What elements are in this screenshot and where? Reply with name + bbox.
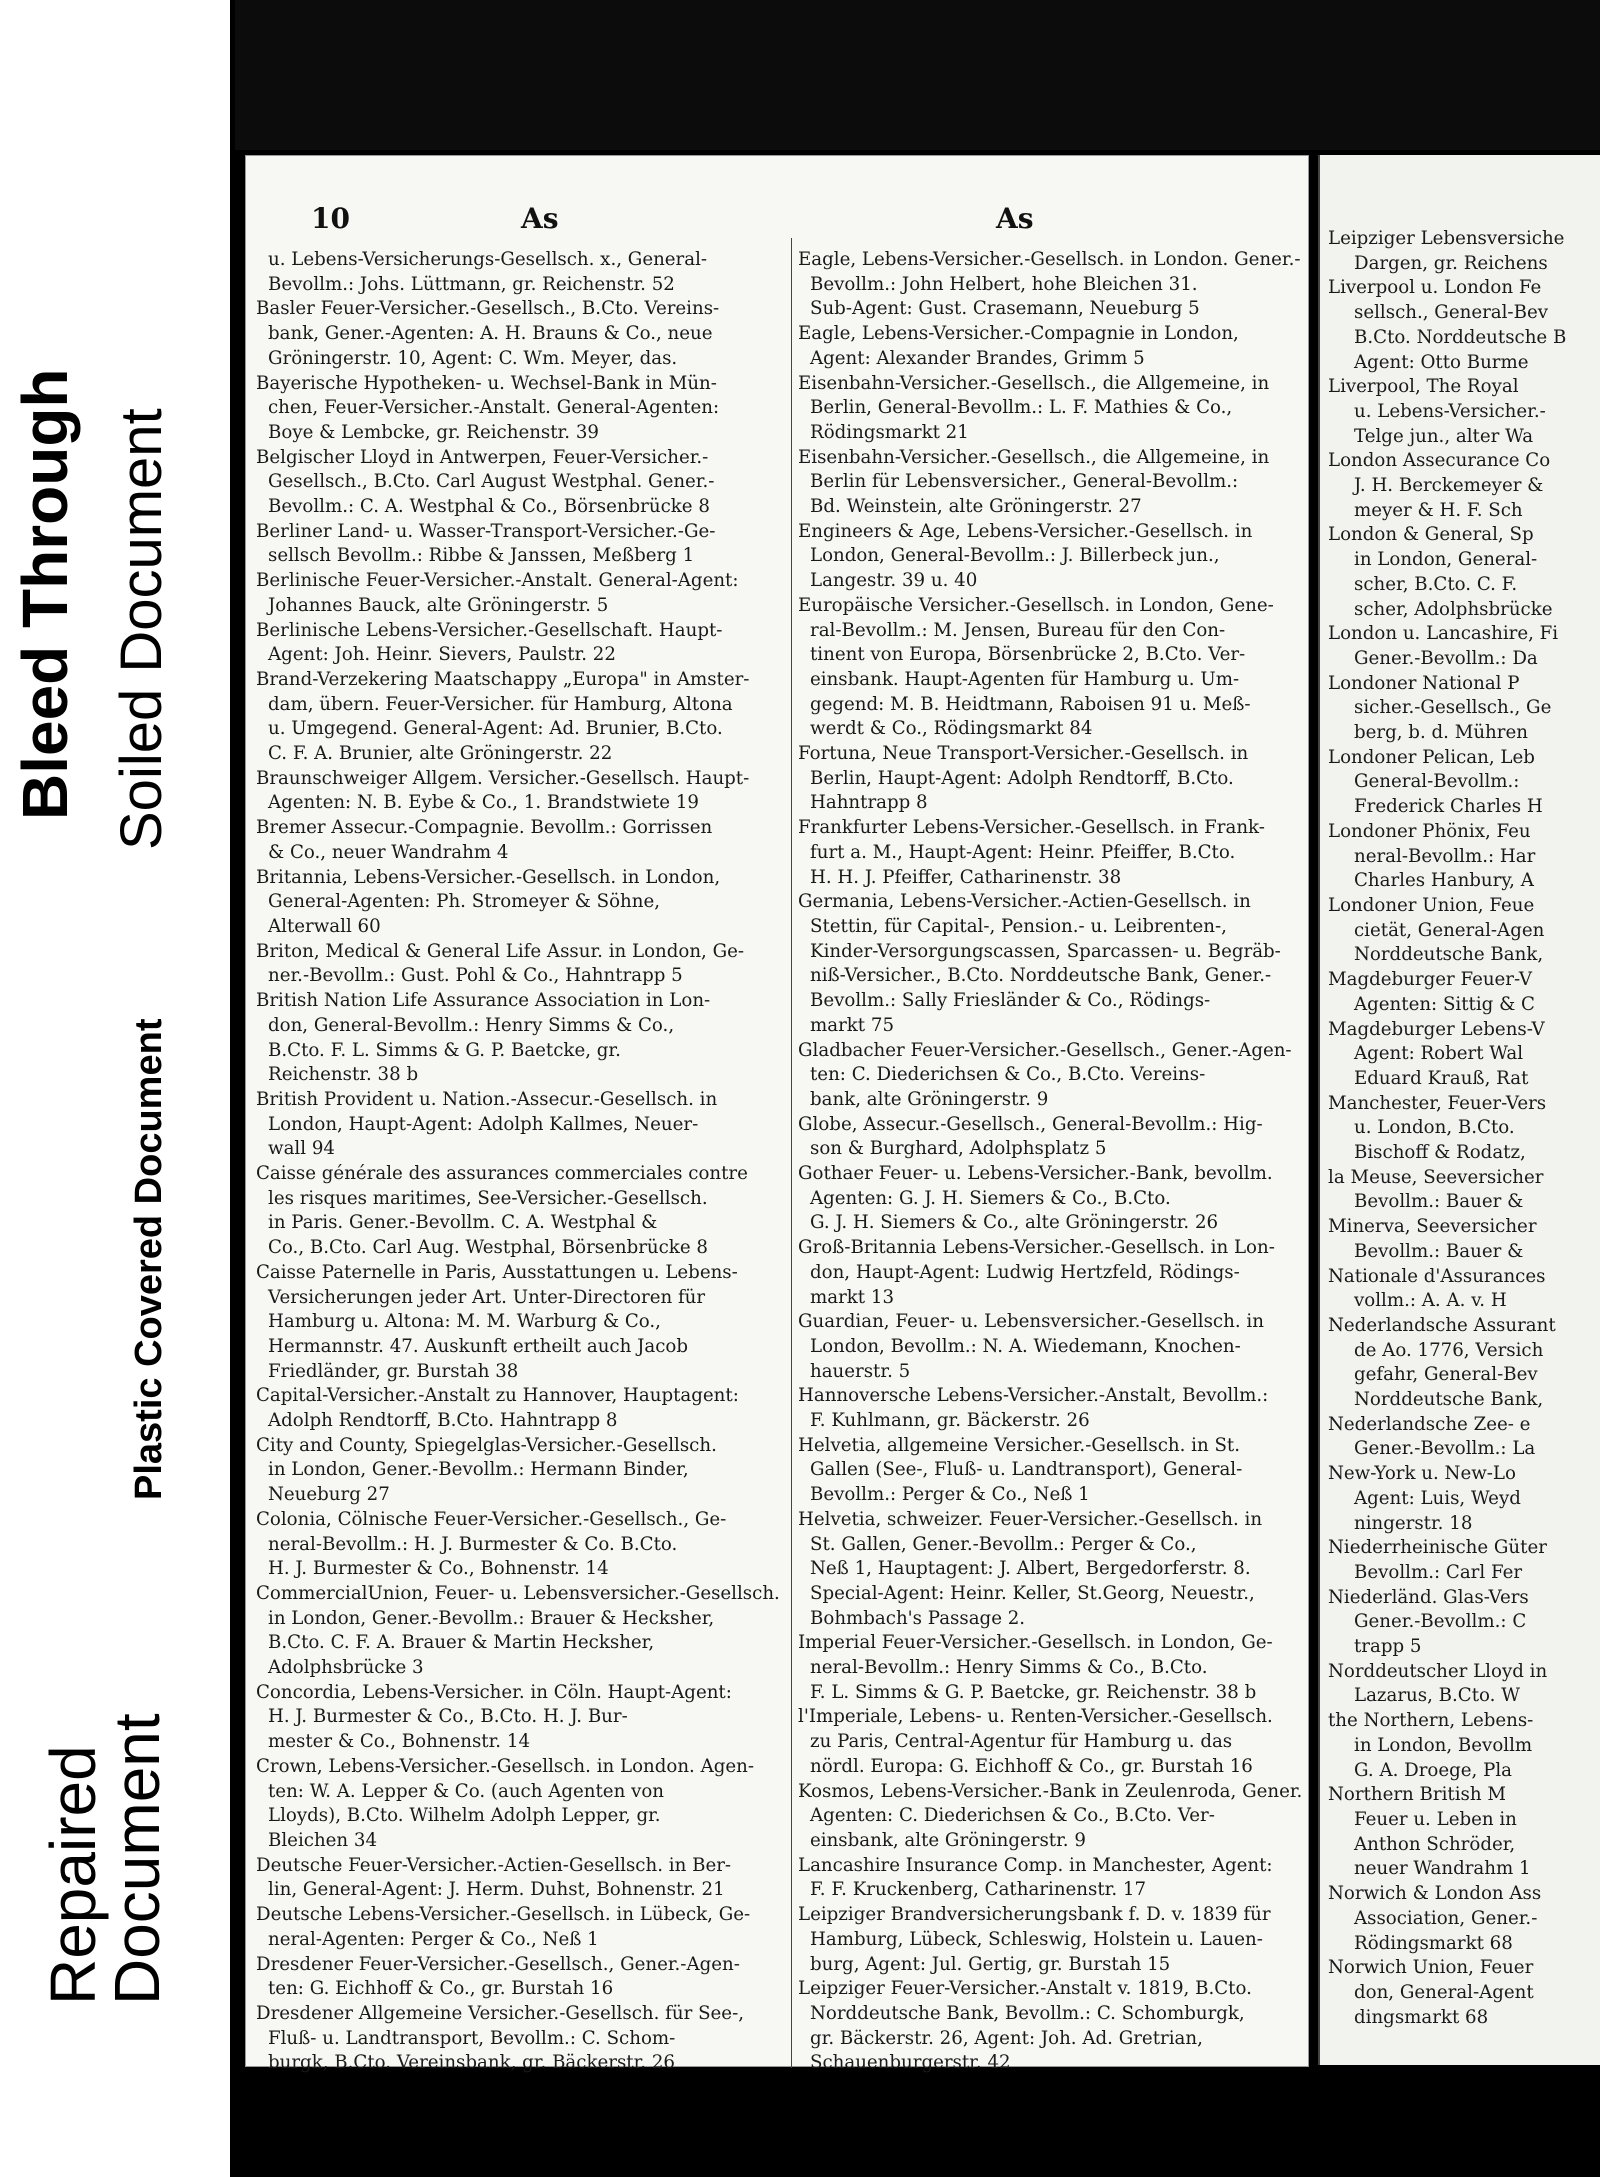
text-line: General-Agenten: Ph. Stromeyer & Söhne, (268, 891, 661, 913)
text-line: einsbank, alte Gröningerstr. 9 (810, 1830, 1086, 1851)
text-line: Leipziger Lebensversiche (1328, 228, 1565, 249)
text-line: sellsch., General-Bev (1354, 302, 1548, 324)
text-line: Gröningerstr. 10, Agent: C. Wm. Meyer, das. (268, 347, 678, 369)
text-line: nördl. Europa: G. Eichhoff & Co., gr. Burstah 16 (810, 1755, 1253, 1777)
text-line: Bevollm.: C. A. Westphal & Co., Börsenbrücke 8 (268, 496, 710, 518)
text-line: Magdeburger Lebens-V (1328, 1018, 1545, 1040)
text-line: in London, General- (1354, 549, 1538, 571)
document-page (245, 155, 1309, 2074)
text-line: Liverpool u. London Fe (1328, 277, 1542, 299)
text-line: Agenten: G. J. H. Siemers & Co., B.Cto. (810, 1187, 1171, 1209)
text-line: Berlin für Lebensversicher., General-Bevollm.: (810, 471, 1239, 493)
text-line: einsbank. Haupt-Agenten für Hamburg u. Um- (810, 668, 1240, 690)
text-line: General-Bevollm.: (1354, 771, 1520, 793)
text-line: chen, Feuer-Versicher.-Anstalt. General-Agenten: (268, 397, 720, 419)
text-line: Eduard Krauß, Rat (1354, 1067, 1529, 1089)
text-line: Eagle, Lebens-Versicher.-Gesellsch. in London. Gener.- (798, 249, 1301, 270)
text-line: Capital-Versicher.-Anstalt zu Hannover, Hauptagent: (256, 1385, 739, 1407)
text-line: u. London, B.Cto. (1354, 1117, 1515, 1139)
text-line: Brand-Verzekering Maatschappy „Europa" in Amster- (256, 668, 750, 690)
text-line: Agent: Joh. Heinr. Sievers, Paulstr. 22 (268, 644, 616, 666)
text-line: Hermannstr. 47. Auskunft ertheilt auch Jacob (268, 1335, 689, 1357)
text-line: Bevollm.: Bauer & (1354, 1240, 1524, 1262)
text-line: Berlin, Haupt-Agent: Adolph Rendtorff, B.Cto. (810, 767, 1234, 789)
text-line: bank, alte Gröningerstr. 9 (810, 1088, 1049, 1110)
text-line: Europäische Versicher.-Gesellsch. in London, Gene- (798, 594, 1274, 616)
text-line: ral-Bevollm.: M. Jensen, Bureau für den Con- (810, 619, 1226, 641)
text-line: Colonia, Cölnische Feuer-Versicher.-Gesellsch., Ge- (256, 1508, 727, 1530)
text-line: Dresdener Feuer-Versicher.-Gesellsch., Gener.-Agen- (256, 1953, 740, 1975)
text-line: British Nation Life Assurance Association in Lon- (256, 990, 711, 1012)
page-number: 10 (311, 202, 350, 235)
text-line: London u. Lancashire, Fi (1328, 623, 1559, 645)
text-line: tinent von Europa, Börsenbrücke 2, B.Cto. Ver- (810, 644, 1246, 666)
text-line: Telge jun., alter Wa (1354, 425, 1534, 447)
text-line: Helvetia, allgemeine Versicher.-Gesellsch. in St. (798, 1434, 1241, 1456)
text-line: Norddeutsche Bank, (1354, 944, 1544, 966)
text-line: Deutsche Feuer-Versicher.-Actien-Gesellsch. in Ber- (256, 1854, 732, 1876)
text-line: burg, Agent: Jul. Gertig, gr. Burstah 15 (810, 1953, 1171, 1975)
text-line: vollm.: A. A. v. H (1354, 1290, 1507, 1312)
text-line: Langestr. 39 u. 40 (810, 570, 978, 592)
text-line: burgk, B.Cto. Vereinsbank, gr. Bäckerstr. 26 (268, 2052, 675, 2074)
text-line: Kosmos, Lebens-Versicher.-Bank in Zeulenroda, Gener. (798, 1780, 1303, 1802)
text-line: Briton, Medical & General Life Assur. in London, Ge- (256, 940, 745, 962)
text-line: mester & Co., Bohnenstr. 14 (268, 1731, 531, 1753)
text-line: Bevollm.: Sally Friesländer & Co., Rödings- (810, 990, 1211, 1012)
text-line: cietät, General-Agen (1354, 919, 1545, 941)
background-fold (235, 0, 1600, 150)
text-line: Nederlandsche Zee- e (1328, 1413, 1531, 1435)
text-line: Stettin, für Capital-, Pension.- u. Leibrenten-, (810, 915, 1227, 937)
text-line: sicher.-Gesellsch., Ge (1354, 697, 1552, 719)
text-line: Lloyds), B.Cto. Wilhelm Adolph Lepper, gr. (268, 1805, 661, 1827)
text-line: Agent: Robert Wal (1354, 1043, 1524, 1065)
text-line: Berlinische Feuer-Versicher.-Anstalt. General-Agent: (256, 570, 739, 592)
text-line: Hahntrapp 8 (810, 792, 928, 814)
text-line: Bd. Weinstein, alte Gröningerstr. 27 (810, 496, 1142, 518)
text-line: Niederländ. Glas-Vers (1328, 1586, 1529, 1608)
text-line: ten: W. A. Lepper & Co. (auch Agenten von (268, 1780, 665, 1802)
text-line: Globe, Assecur.-Gesellsch., General-Bevollm.: Hig- (798, 1113, 1263, 1135)
text-line: Bischoff & Rodatz, (1354, 1142, 1526, 1164)
text-line: trapp 5 (1354, 1636, 1422, 1658)
text-line: ten: G. Eichhoff & Co., gr. Burstah 16 (268, 1978, 614, 2000)
text-line: F. F. Kruckenberg, Catharinenstr. 17 (810, 1879, 1147, 1901)
text-line: Dresdener Allgemeine Versicher.-Gesellsch. für See-, (256, 2002, 744, 2024)
text-line: Alterwall 60 (268, 915, 381, 937)
text-line: wall 94 (268, 1138, 335, 1160)
text-line: City and County, Spiegelglas-Versicher.-Gesellsch. (256, 1434, 717, 1456)
text-line: Crown, Lebens-Versicher.-Gesellsch. in London. Agen- (256, 1755, 755, 1777)
text-line: Kinder-Versorgungscassen, Sparcassen- u. Begräb- (810, 940, 1281, 962)
text-line: Deutsche Lebens-Versicher.-Gesellsch. in Lübeck, Ge- (256, 1904, 751, 1926)
text-line: B.Cto. Norddeutsche B (1354, 326, 1567, 348)
text-line: Charles Hanbury, A (1354, 870, 1534, 892)
text-line: New-York u. New-Lo (1328, 1463, 1516, 1485)
text-line: & Co., neuer Wandrahm 4 (268, 841, 509, 863)
text-line: u. Lebens-Versicher.- (1354, 400, 1546, 422)
text-line: bank, Gener.-Agenten: A. H. Brauns & Co., neue (268, 323, 713, 345)
text-line: Eisenbahn-Versicher.-Gesellsch., die Allgemeine, in (798, 446, 1270, 468)
text-line: Liverpool, The Royal (1328, 376, 1519, 398)
text-line: la Meuse, Seeversicher (1328, 1166, 1544, 1188)
text-line: Agenten: N. B. Eybe & Co., 1. Brandstwiete 19 (268, 792, 699, 814)
text-line: ner.-Bevollm.: Gust. Pohl & Co., Hahntrapp 5 (268, 965, 683, 987)
text-line: neuer Wandrahm 1 (1354, 1858, 1531, 1880)
text-line: G. A. Droege, Pla (1354, 1759, 1512, 1781)
text-line: gefahr, General-Bev (1354, 1364, 1538, 1386)
text-line: don, General-Agent (1354, 1981, 1534, 2003)
text-line: Rödingsmarkt 68 (1354, 1932, 1513, 1954)
text-line: H. J. Burmester & Co., B.Cto. H. J. Bur- (268, 1706, 628, 1728)
text-line: Norwich Union, Feuer (1328, 1957, 1534, 1979)
text-line: berg, b. d. Mühren (1354, 722, 1528, 744)
text-line: Bevollm.: Perger & Co., Neß 1 (810, 1484, 1090, 1506)
label-repaired-document: Document (101, 1713, 173, 2005)
text-line: Agent: Otto Burme (1354, 351, 1529, 373)
text-line: Friedländer, gr. Burstah 38 (268, 1360, 519, 1382)
text-line: sellsch Bevollm.: Ribbe & Janssen, Meßberg 1 (268, 545, 695, 567)
text-line: Leipziger Brandversicherungsbank f. D. v. 1839 für (798, 1904, 1271, 1926)
text-line: H. H. J. Pfeiffer, Catharinenstr. 38 (810, 866, 1122, 888)
text-line: Fortuna, Neue Transport-Versicher.-Gesellsch. in (798, 743, 1249, 765)
text-line: scher, Adolphsbrücke (1354, 598, 1553, 620)
text-line: don, General-Bevollm.: Henry Simms & Co., (268, 1014, 675, 1036)
text-line: dam, übern. Feuer-Versicher. für Hamburg, Altona (268, 693, 733, 715)
text-line: Adolph Rendtorff, B.Cto. Hahntrapp 8 (268, 1410, 618, 1432)
text-line: Gesellsch., B.Cto. Carl August Westphal. Gener.- (268, 471, 715, 493)
text-line: Nederlandsche Assurant (1328, 1314, 1556, 1336)
text-line: Sub-Agent: Gust. Crasemann, Neueburg 5 (810, 298, 1200, 320)
text-line: Neueburg 27 (268, 1484, 390, 1506)
text-line: Londoner National P (1328, 672, 1520, 694)
text-line: Bremer Assecur.-Compagnie. Bevollm.: Gorrissen (256, 817, 713, 839)
text-line: u. Lebens-Versicherungs-Gesellsch. x., General- (268, 249, 708, 270)
text-line: Fluß- u. Landtransport, Bevollm.: C. Schom- (268, 2027, 676, 2049)
text-line: Bleichen 34 (268, 1830, 378, 1851)
text-line: Gener.-Bevollm.: C (1354, 1611, 1527, 1633)
text-line: Gladbacher Feuer-Versicher.-Gesellsch., Gener.-Agen- (798, 1039, 1292, 1061)
text-line: furt a. M., Haupt-Agent: Heinr. Pfeiffer, B.Cto. (810, 841, 1236, 863)
text-line: Basler Feuer-Versicher.-Gesellsch., B.Cto. Vereins- (256, 298, 720, 320)
text-line: u. Umgegend. General-Agent: Ad. Brunier, B.Cto. (268, 718, 723, 740)
text-line: Rödingsmarkt 21 (810, 421, 969, 443)
text-line: Boye & Lembcke, gr. Reichenstr. 39 (268, 421, 599, 443)
header-right: As (996, 202, 1034, 235)
text-line: Schauenburgerstr. 42 (810, 2052, 1011, 2074)
text-line: Magdeburger Feuer-V (1328, 969, 1532, 991)
text-line: Bohmbach's Passage 2. (810, 1607, 1026, 1629)
text-line: Feuer u. Leben in (1354, 1809, 1517, 1830)
text-line: Manchester, Feuer-Vers (1328, 1092, 1547, 1114)
text-line: F. L. Simms & G. P. Baetcke, gr. Reichenstr. 38 b (810, 1681, 1257, 1703)
text-line: Minerva, Seeversicher (1328, 1216, 1537, 1238)
column-left (256, 248, 784, 2076)
column-right-fragment (1328, 227, 1566, 2030)
text-line: British Provident u. Nation.-Assecur.-Gesellsch. in (256, 1088, 718, 1110)
text-line: Leipziger Feuer-Versicher.-Anstalt v. 1819, B.Cto. (798, 1978, 1252, 2000)
text-line: neral-Agenten: Perger & Co., Neß 1 (268, 1928, 599, 1950)
text-line: Association, Gener.- (1354, 1907, 1538, 1929)
text-line: in London, Bevollm (1354, 1734, 1533, 1756)
text-line: Caisse Paternelle in Paris, Ausstattungen u. Lebens- (256, 1261, 738, 1283)
text-line: Hannoversche Lebens-Versicher.-Anstalt, Bevollm.: (798, 1385, 1269, 1407)
text-line: Belgischer Lloyd in Antwerpen, Feuer-Versicher.- (256, 446, 709, 468)
text-line: Germania, Lebens-Versicher.-Actien-Gesellsch. in (798, 891, 1251, 913)
text-line: F. Kuhlmann, gr. Bäckerstr. 26 (810, 1410, 1090, 1432)
text-line: Nationale d'Assurances (1328, 1265, 1546, 1287)
text-line: Imperial Feuer-Versicher.-Gesellsch. in London, Ge- (798, 1632, 1273, 1654)
text-line: B.Cto. C. F. A. Brauer & Martin Hecksher, (268, 1632, 655, 1654)
text-line: London Assecurance Co (1328, 450, 1551, 472)
text-line: Northern British M (1328, 1784, 1506, 1806)
text-line: hauerstr. 5 (810, 1360, 911, 1382)
text-line: Adolphsbrücke 3 (268, 1657, 424, 1679)
text-line: Bevollm.: Johs. Lüttmann, gr. Reichenstr. 52 (268, 273, 675, 295)
text-line: niß-Versicher., B.Cto. Norddeutsche Bank, Gener.- (810, 965, 1272, 987)
text-line: Bayerische Hypotheken- u. Wechsel-Bank in Mün- (256, 372, 717, 394)
text-line: Lancashire Insurance Comp. in Manchester, Agent: (798, 1854, 1273, 1876)
text-line: Anthon Schröder, (1354, 1833, 1516, 1855)
text-line: Hamburg, Lübeck, Schleswig, Holstein u. Lauen- (810, 1928, 1263, 1950)
text-line: Braunschweiger Allgem. Versicher.-Gesellsch. Haupt- (256, 767, 750, 789)
text-line: neral-Bevollm.: H. J. Burmester & Co. B.Cto. (268, 1533, 678, 1555)
text-line: gegend: M. B. Heidtmann, Raboisen 91 u. Meß- (810, 693, 1251, 715)
text-line: St. Gallen, Gener.-Bevollm.: Perger & Co., (810, 1533, 1197, 1555)
text-line: Agent: Luis, Weyd (1354, 1487, 1521, 1509)
text-line: les risques maritimes, See-Versicher.-Gesellsch. (268, 1187, 708, 1209)
text-line: dingsmarkt 68 (1354, 2006, 1489, 2028)
text-line: C. F. A. Brunier, alte Gröningerstr. 22 (268, 743, 613, 765)
text-line: Berlin, General-Bevollm.: L. F. Mathies & Co., (810, 397, 1233, 419)
text-line: markt 13 (810, 1286, 895, 1308)
text-line: neral-Bevollm.: Har (1354, 845, 1536, 867)
text-line: Caisse générale des assurances commerciales contre (256, 1163, 748, 1185)
text-line: Johannes Bauck, alte Gröningerstr. 5 (268, 594, 609, 616)
text-line: Gener.-Bevollm.: Da (1354, 647, 1538, 669)
text-line: Niederrheinische Güter (1328, 1537, 1547, 1559)
text-line: l'Imperiale, Lebens- u. Renten-Versicher.-Gesellsch. (798, 1706, 1273, 1728)
text-line: Helvetia, schweizer. Feuer-Versicher.-Gesellsch. in (798, 1508, 1263, 1530)
text-line: Berliner Land- u. Wasser-Transport-Versicher.-Ge- (256, 520, 716, 542)
text-line: Engineers & Age, Lebens-Versicher.-Gesellsch. in (798, 520, 1253, 542)
text-line: J. H. Berckemeyer & (1354, 475, 1544, 497)
text-line: werdt & Co., Rödingsmarkt 84 (810, 718, 1093, 740)
text-line: meyer & H. F. Sch (1354, 499, 1523, 521)
text-line: Hamburg u. Altona: M. M. Warburg & Co., (268, 1311, 661, 1333)
text-line: Berlinische Lebens-Versicher.-Gesellschaft. Haupt- (256, 619, 723, 641)
label-plastic-covered-document: Plastic Covered Document (128, 1018, 170, 1500)
text-line: in Paris. Gener.-Bevollm. C. A. Westphal & (268, 1212, 658, 1234)
text-line: scher, B.Cto. C. F. (1354, 573, 1518, 595)
text-line: Versicherungen jeder Art. Unter-Directoren für (268, 1286, 706, 1308)
text-line: Bevollm.: John Helbert, hohe Bleichen 31. (810, 273, 1198, 295)
text-line: the Northern, Lebens- (1328, 1710, 1534, 1732)
text-line: zu Paris, Central-Agentur für Hamburg u. das (810, 1731, 1233, 1753)
text-line: markt 75 (810, 1014, 895, 1036)
text-line: Londoner Union, Feue (1328, 894, 1535, 916)
text-line: Eisenbahn-Versicher.-Gesellsch., die Allgemeine, in (798, 372, 1270, 394)
text-line: ningerstr. 18 (1354, 1512, 1473, 1534)
header-left: As (521, 202, 559, 235)
text-line: Londoner Phönix, Feu (1328, 820, 1531, 842)
text-line: de Ao. 1776, Versich (1354, 1339, 1544, 1361)
text-line: Frankfurter Lebens-Versicher.-Gesellsch. in Frank- (798, 817, 1265, 839)
text-line: H. J. Burmester & Co., Bohnenstr. 14 (268, 1558, 609, 1580)
text-line: Londoner Pelican, Leb (1328, 746, 1535, 768)
text-line: London, General-Bevollm.: J. Billerbeck jun., (810, 545, 1220, 567)
text-line: Dargen, gr. Reichens (1354, 252, 1548, 274)
text-line: Gallen (See-, Fluß- u. Landtransport), General- (810, 1459, 1243, 1481)
text-line: Eagle, Lebens-Versicher.-Compagnie in London, (798, 323, 1239, 345)
text-line: son & Burghard, Adolphsplatz 5 (810, 1138, 1107, 1160)
text-line: Guardian, Feuer- u. Lebensversicher.-Gesellsch. in (798, 1311, 1264, 1333)
text-line: Britannia, Lebens-Versicher.-Gesellsch. in London, (256, 866, 721, 888)
text-line: Lazarus, B.Cto. W (1354, 1685, 1520, 1707)
text-line: Gothaer Feuer- u. Lebens-Versicher.-Bank, bevollm. (798, 1163, 1273, 1185)
text-line: London, Bevollm.: N. A. Wiedemann, Knochen- (810, 1335, 1241, 1357)
text-line: Norwich & London Ass (1328, 1883, 1542, 1905)
text-line: G. J. H. Siemers & Co., alte Gröningerstr. 26 (810, 1212, 1219, 1234)
label-bleed-through: Bleed Through (9, 368, 81, 820)
text-line: Co., B.Cto. Carl Aug. Westphal, Börsenbrücke 8 (268, 1237, 708, 1259)
text-line: Norddeutsche Bank, Bevollm.: C. Schomburgk, (810, 2002, 1245, 2024)
next-page-fragment (1318, 155, 1600, 2065)
column-middle (798, 248, 1303, 2076)
text-line: Agenten: C. Diederichsen & Co., B.Cto. Ver- (810, 1805, 1215, 1827)
text-line: Groß-Britannia Lebens-Versicher.-Gesellsch. in Lon- (798, 1237, 1275, 1259)
text-line: Reichenstr. 38 b (268, 1064, 419, 1086)
text-line: Frederick Charles H (1354, 796, 1543, 818)
text-line: Bevollm.: Carl Fer (1354, 1561, 1523, 1583)
label-soiled-document: Soiled Document (109, 408, 174, 850)
text-line: neral-Bevollm.: Henry Simms & Co., B.Cto. (810, 1657, 1208, 1679)
text-line: Special-Agent: Heinr. Keller, St.Georg, Neuestr., (810, 1582, 1255, 1604)
text-line: Agenten: Sittig & C (1354, 993, 1535, 1015)
text-line: Norddeutscher Lloyd in (1328, 1660, 1548, 1682)
text-line: in London, Gener.-Bevollm.: Hermann Binder, (268, 1459, 689, 1481)
text-line: Neß 1, Hauptagent: J. Albert, Bergedorferstr. 8. (810, 1558, 1251, 1580)
text-line: ten: C. Diederichsen & Co., B.Cto. Vereins- (810, 1064, 1206, 1086)
text-line: London, Haupt-Agent: Adolph Kallmes, Neuer- (268, 1113, 699, 1135)
text-line: Concordia, Lebens-Versicher. in Cöln. Haupt-Agent: (256, 1681, 732, 1703)
text-line: Bevollm.: Bauer & (1354, 1191, 1524, 1213)
text-line: B.Cto. F. L. Simms & G. P. Baetcke, gr. (268, 1039, 621, 1061)
text-line: Gener.-Bevollm.: La (1354, 1438, 1536, 1460)
label-repaired: Repaired (37, 1745, 109, 2005)
text-line: London & General, Sp (1328, 524, 1534, 546)
text-line: gr. Bäckerstr. 26, Agent: Joh. Ad. Gretrian, (810, 2027, 1203, 2049)
text-line: CommercialUnion, Feuer- u. Lebensversicher.-Gesellsch. (256, 1582, 780, 1604)
text-line: in London, Gener.-Bevollm.: Brauer & Hecksher, (268, 1607, 715, 1629)
text-line: lin, General-Agent: J. Herm. Duhst, Bohnenstr. 21 (268, 1879, 725, 1901)
text-line: don, Haupt-Agent: Ludwig Hertzfeld, Rödings- (810, 1261, 1240, 1283)
text-line: Norddeutsche Bank, (1354, 1389, 1544, 1411)
text-line: Agent: Alexander Brandes, Grimm 5 (810, 347, 1145, 369)
column-divider (791, 238, 792, 2068)
